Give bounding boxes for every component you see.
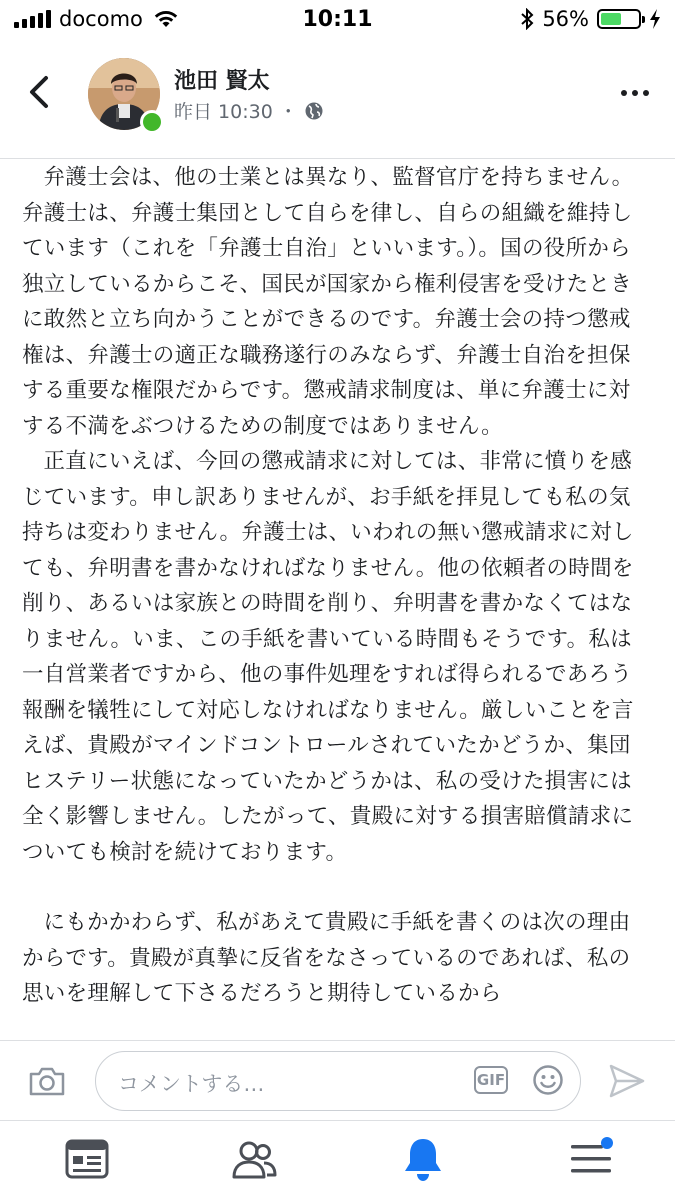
status-right [520,7,661,31]
charging-bolt-icon [649,9,661,29]
battery-percent: 56% [542,7,589,31]
camera-icon[interactable] [28,1065,66,1097]
author-name[interactable]: 池田 賢太 [174,69,270,94]
post-paragraph: にもかかわらず、私があえて貴殿に手紙を書くのは次の理由からです。貴殿が真摯に反省をなさっているのであれば、私の思いを理解して下さるだろうと期待しているから [22,910,631,1006]
comment-bar [0,1040,675,1121]
friends-icon[interactable] [230,1135,278,1183]
battery-icon [597,9,641,29]
battery-level-fill [601,13,621,25]
comment-placeholder: コメントする… [118,1072,265,1096]
post-header [0,40,675,159]
emoji-icon[interactable] [532,1064,564,1096]
post-meta [174,97,324,124]
post-paragraph: 正直にいえば、今回の懲戒請求に対しては、非常に憤りを感じています。申し訳ありませんが、お手紙を拝見しても私の気持ちは変わりません。弁護士は、いわれの無い懲戒請求に対しても、弁明書を書かなければなりません。他の依頼者の時間を削り、あるいは家族との時間を削り、弁明書を書かなくてはなりません。いま、この手紙を書いている時間もそうです。私は一自営業者ですから、他の事件処理をすれば得られるであろう報酬を犠牲にして対応しなければなりません。厳しいことを言えば、貴殿がマインドコントロールされていたかどうか、集団ヒステリー状態になっていたかどうかは、私の受けた損害には全く影響しません。したがって、貴殿に対する損害賠償請求についても検討を続けております。 [22,449,634,865]
carrier-name: docomo [59,7,143,31]
post-paragraph: 弁護士会は、他の士業とは異なり、監督官庁を持ちません。弁護士は、弁護士集団として自らを律し、自らの組織を維持しています（これを「弁護士自治」といいます。）。国の役所から独立しているからこそ、国民が国家から権利侵害を受けたときに敢然と立ち向かうことができるのです。弁護士会の持つ懲戒権は、弁護士の適正な職務遂行のみならず、弁護士自治を担保する重要な権限だからです。懲戒請求制度は、単に弁護士に対する不満をぶつけるための制度ではありません。 [22,165,634,439]
back-arrow-icon[interactable] [26,74,56,110]
gif-icon[interactable]: GIF [474,1066,508,1094]
globe-icon [304,101,324,121]
more-options-icon[interactable] [621,90,649,96]
author-avatar[interactable] [88,58,160,130]
notifications-icon[interactable] [399,1135,447,1183]
menu-icon[interactable] [567,1135,615,1183]
clock-time: 10:11 [302,7,373,32]
send-icon[interactable] [608,1063,646,1099]
meta-separator: ・ [278,101,298,123]
news-feed-icon[interactable] [63,1135,111,1183]
status-bar [0,0,675,40]
post-body [22,160,642,1040]
online-status-dot [140,110,164,134]
comment-input[interactable] [95,1051,581,1111]
bottom-tab-bar [0,1120,675,1200]
bluetooth-icon [520,8,534,30]
post-timestamp[interactable]: 昨日 10:30 [174,101,273,123]
